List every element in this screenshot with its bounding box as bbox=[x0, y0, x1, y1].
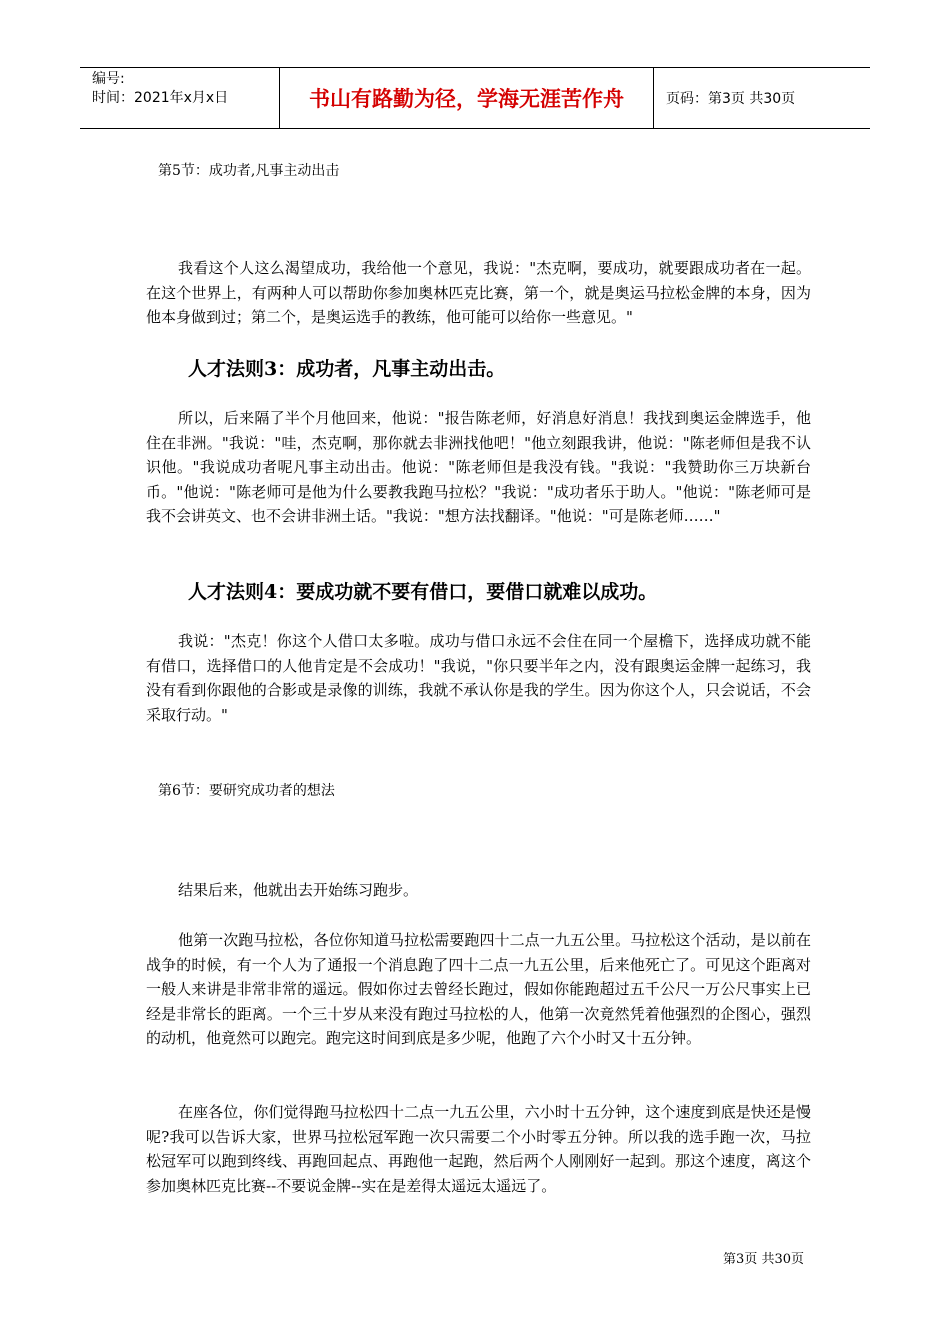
rule-3-heading: 人才法则3：成功者，凡事主动出击。 bbox=[188, 358, 506, 380]
number-label: 编号: bbox=[92, 71, 125, 87]
section-6-title: 第6节：要研究成功者的想法 bbox=[158, 783, 335, 799]
page-footer: 第3页 共30页 bbox=[723, 1252, 804, 1267]
section-6-paragraph-3: 在座各位，你们觉得跑马拉松四十二点一九五公里，六小时十五分钟，这个速度到底是快还是慢呢?我可以告诉大家，世界马拉松冠军跑一次只需要二个小时零五分钟。所以我的选手跑一次，马拉松冠军可以跑到终线、再跑回起点、再跑他一起跑，然后两个人刚刚好一起到。那这个速度，离这个参加奥林匹克比赛--不要说金牌--实在是差得太遥远太遥远了。 bbox=[146, 1103, 811, 1195]
header-motto: 书山有路勤为径，学海无涯苦作舟 bbox=[280, 68, 654, 128]
header-meta bbox=[80, 68, 280, 128]
section-6-paragraph-2: 他第一次跑马拉松，各位你知道马拉松需要跑四十二点一九五公里。马拉松这个活动，是以前在战争的时候，有一个人为了通报一个消息跑了四十二点一九五公里，后来他死亡了。可见这个距离对一般人来讲是非常非常的遥远。假如你过去曾经长跑过，假如你能跑超过五千公尺一万公尺事实上已经是非常长的距离。一个三十岁从来没有跑过马拉松的人，他第一次竟然凭着他强烈的企图心，强烈的动机，他竟然可以跑完。跑完这时间到底是多少呢，他跑了六个小时又十五分钟。 bbox=[146, 931, 811, 1047]
section-5-paragraph-1: 我看这个人这么渴望成功，我给他一个意见，我说："杰克啊，要成功，就要跟成功者在一起。在这个世界上，有两种人可以帮助你参加奥林匹克比赛，第一个，就是奥运马拉松金牌的本身，因为他本身做到过；第二个，是奥运选手的教练，他可能可以给你一些意见。" bbox=[146, 259, 811, 326]
page-header bbox=[80, 67, 870, 129]
rule-4-heading: 人才法则4：要成功就不要有借口，要借口就难以成功。 bbox=[188, 581, 658, 603]
header-page-label: 页码：第3页 共30页 bbox=[666, 91, 796, 107]
section-5-paragraph-2: 所以，后来隔了半个月他回来，他说："报告陈老师，好消息好消息！我找到奥运金牌选手，他住在非洲。"我说："哇，杰克啊，那你就去非洲找他吧！"他立刻跟我讲，他说："陈老师但是我不认识他。"我说成功者呢凡事主动出击。他说："陈老师但是我没有钱。"我说："我赞助你三万块新台币。"他说："陈老师可是他为什么要教我跑马拉松？"我说："成功者乐于助人。"他说："陈老师可是我不会讲英文、也不会讲非洲土话。"我说："想方法找翻译。"他说："可是陈老师……" bbox=[146, 409, 811, 525]
section-5-paragraph-3: 我说："杰克！你这个人借口太多啦。成功与借口永远不会住在同一个屋檐下，选择成功就不能有借口，选择借口的人他肯定是不会成功！"我说，"你只要半年之内，没有跟奥运金牌一起练习，我没有看到你跟他的合影或是录像的训练，我就不承认你是我的学生。因为你这个人，只会说话，不会采取行动。" bbox=[146, 632, 811, 724]
section-6-paragraph-1: 结果后来，他就出去开始练习跑步。 bbox=[178, 881, 419, 899]
date-label: 时间：2021年x月x日 bbox=[92, 90, 229, 106]
section-5-title: 第5节：成功者,凡事主动出击 bbox=[158, 163, 340, 179]
